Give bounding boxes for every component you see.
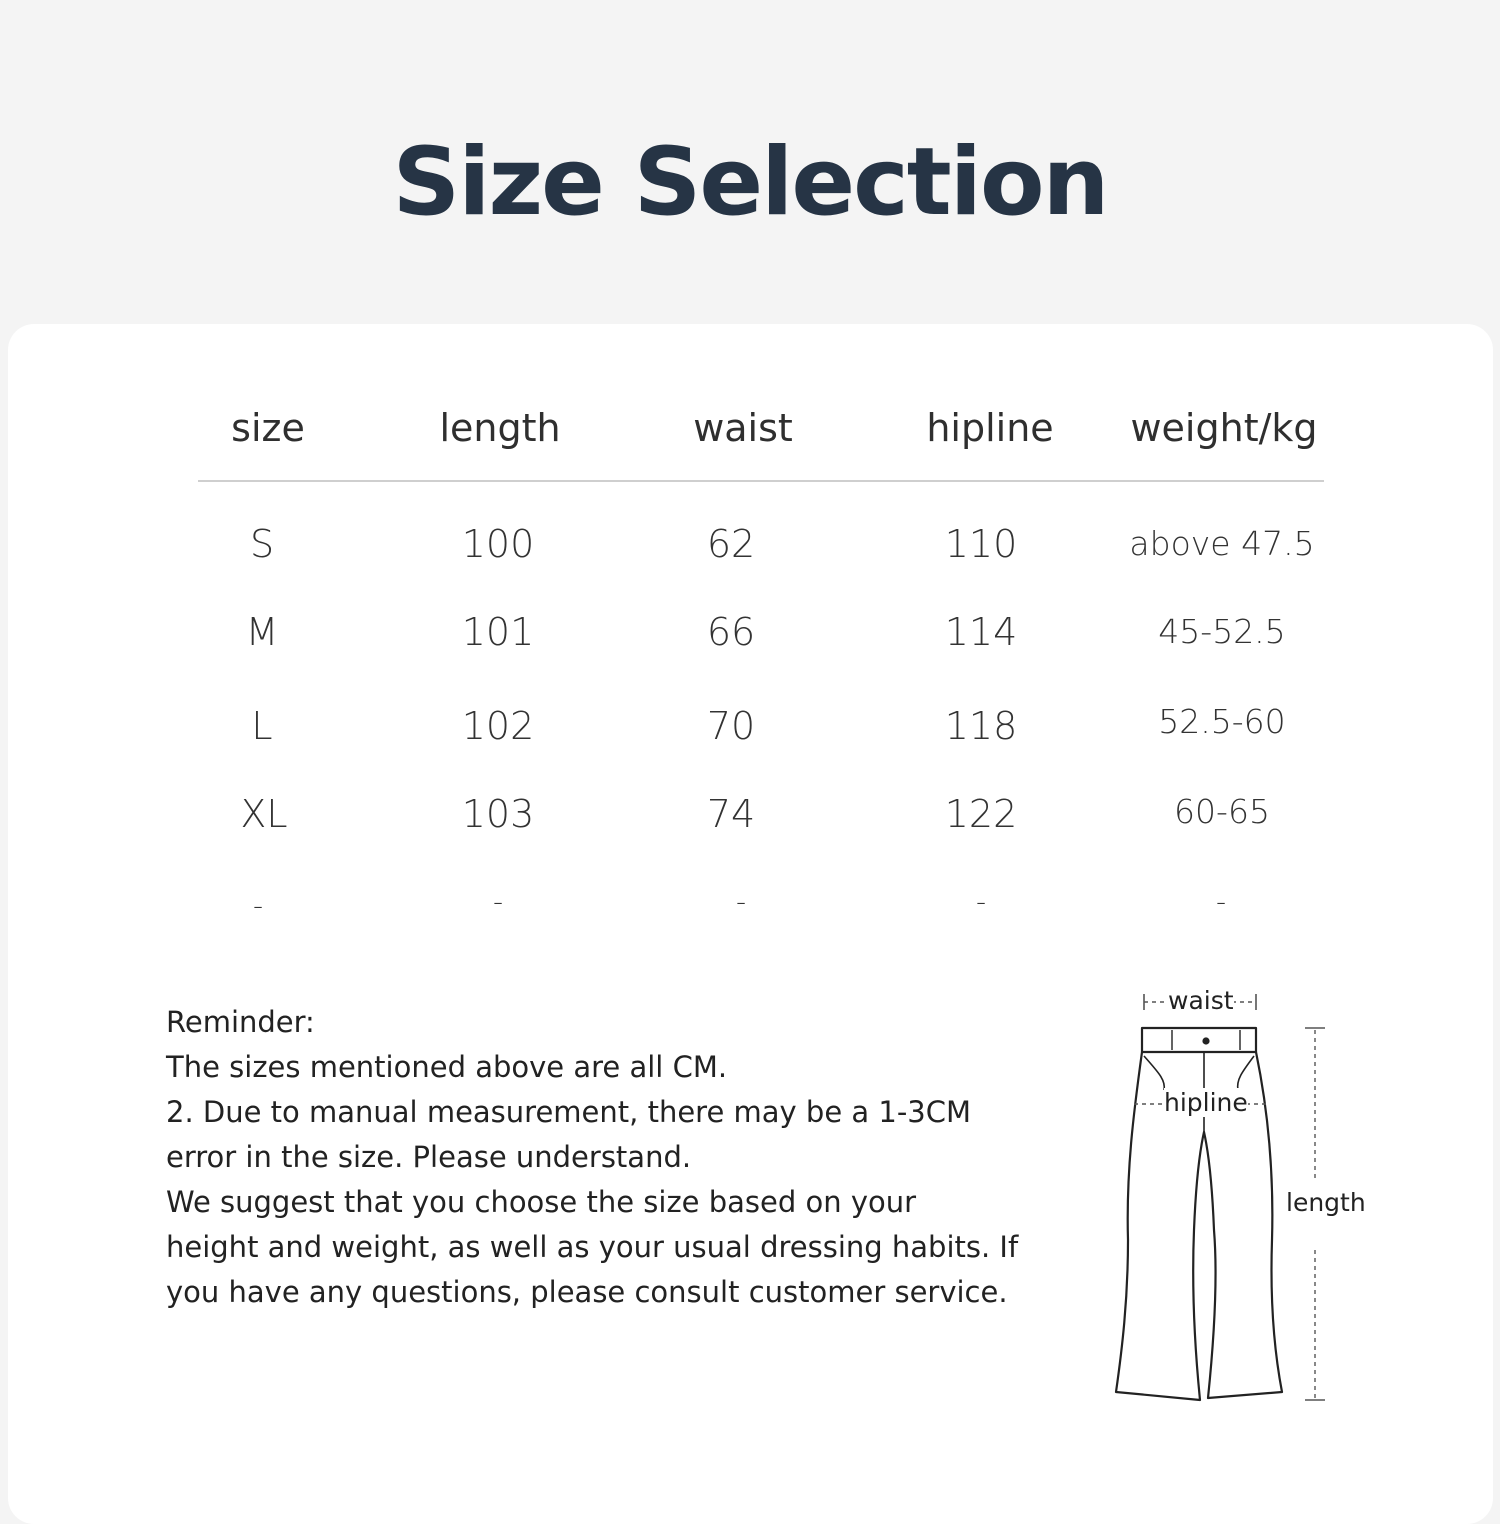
header-weight: weight/kg bbox=[1130, 406, 1318, 450]
cell-weight: - bbox=[1215, 885, 1227, 918]
cell-weight: above 47.5 bbox=[1129, 524, 1315, 563]
reminder-line: you have any questions, please consult customer service. bbox=[166, 1275, 1008, 1309]
header-size: size bbox=[231, 406, 305, 450]
cell-hipline: 118 bbox=[944, 704, 1018, 748]
cell-length: - bbox=[492, 885, 504, 918]
cell-weight: 45-52.5 bbox=[1158, 612, 1286, 651]
cell-length: 100 bbox=[461, 522, 535, 566]
reminder-text bbox=[166, 1000, 1019, 1315]
hipline-label: hipline bbox=[1164, 1088, 1248, 1117]
cell-length: 103 bbox=[461, 792, 535, 836]
cell-waist: 62 bbox=[706, 522, 756, 566]
reminder-heading: Reminder: bbox=[166, 1005, 315, 1039]
cell-size: XL bbox=[240, 792, 288, 836]
cell-hipline: 122 bbox=[944, 792, 1018, 836]
page-title: Size Selection bbox=[392, 128, 1108, 237]
reminder-line: height and weight, as well as your usual dressing habits. If bbox=[166, 1230, 1019, 1264]
header-waist: waist bbox=[693, 406, 793, 450]
reminder-line: 2. Due to manual measurement, there may be a 1-3CM bbox=[166, 1095, 972, 1129]
cell-waist: 74 bbox=[706, 792, 756, 836]
cell-waist: 66 bbox=[706, 610, 756, 654]
cell-size: L bbox=[251, 704, 273, 748]
reminder-line: The sizes mentioned above are all CM. bbox=[166, 1050, 728, 1084]
cell-length: 102 bbox=[461, 704, 535, 748]
length-label: length bbox=[1286, 1188, 1366, 1217]
cell-size: M bbox=[245, 610, 279, 654]
cell-waist: - bbox=[735, 885, 747, 918]
cell-weight: 52.5-60 bbox=[1158, 702, 1286, 741]
cell-hipline: 110 bbox=[944, 522, 1018, 566]
waist-label: waist bbox=[1168, 986, 1234, 1015]
reminder-line: We suggest that you choose the size based on your bbox=[166, 1185, 917, 1219]
cell-length: 101 bbox=[461, 610, 535, 654]
header-length: length bbox=[439, 406, 561, 450]
header-divider bbox=[198, 480, 1324, 482]
cell-hipline: 114 bbox=[944, 610, 1018, 654]
header-hipline: hipline bbox=[926, 406, 1054, 450]
cell-hipline: - bbox=[975, 885, 987, 918]
cell-waist: 70 bbox=[706, 704, 756, 748]
reminder-line: error in the size. Please understand. bbox=[166, 1140, 692, 1174]
cell-size: S bbox=[249, 522, 275, 566]
cell-weight: 60-65 bbox=[1174, 792, 1270, 831]
pants-measurement-diagram bbox=[1100, 980, 1400, 1420]
cell-size: - bbox=[252, 889, 264, 922]
